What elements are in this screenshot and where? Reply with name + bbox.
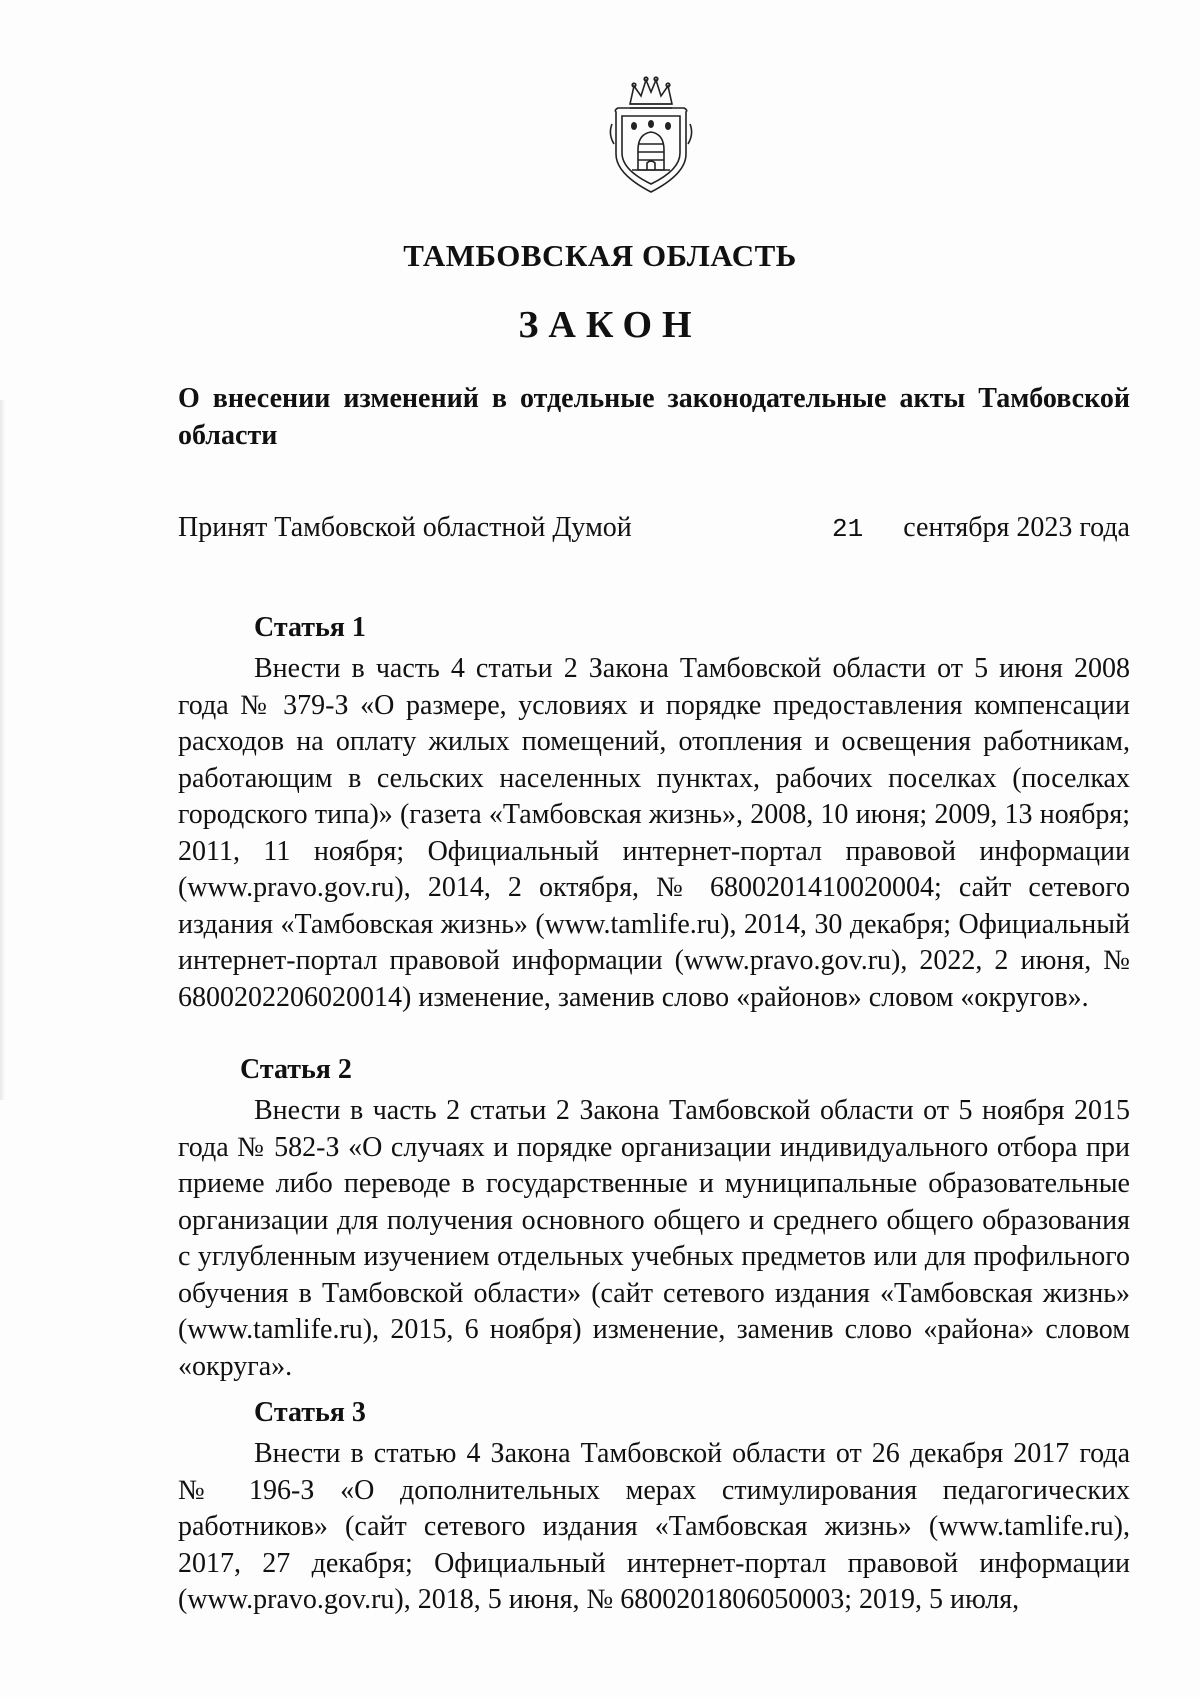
- article-2-heading: Статья 2: [240, 1054, 352, 1085]
- adopted-by-text: Принят Тамбовской областной Думой: [178, 512, 632, 543]
- adoption-line: [178, 512, 1130, 546]
- scan-edge-shadow: [0, 400, 6, 1100]
- article-1-body: Внести в часть 4 статьи 2 Закона Тамбовской области от 5 июня 2008 года № 379-З «О размере, условиях и порядке предоставления компенсации расходов на оплату жилых помещений, отопления и освещения работникам, работающим в сельских населенных пунктах, рабочих поселках (поселках городского типа)» (газета «Тамбовская жизнь», 2008, 10 июня; 2009, 13 ноября; 2011, 11 ноября; Официальный интернет-портал правовой информации (www.pravo.gov.ru), 2014, 2 октября, № 6800201410020004; сайт сетевого издания «Тамбовская жизнь» (www.tamlife.ru), 2014, 30 декабря; Официальный интернет-портал правовой информации (www.pravo.gov.ru), 2022, 2 июня, № 6800202206020014) изменение, заменив слово «районов» словом «округов».: [178, 653, 1130, 1013]
- article-3-heading: Статья 3: [254, 1397, 366, 1428]
- adoption-month-year: сентября 2023 года: [903, 512, 1130, 543]
- document-type: ЗАКОН: [518, 304, 702, 346]
- coat-of-arms-icon: [608, 74, 694, 198]
- adoption-day: 21: [832, 514, 864, 544]
- article-1-heading: Статья 1: [254, 612, 366, 643]
- article-3-body: Внести в статью 4 Закона Тамбовской области от 26 декабря 2017 года № 196-З «О дополнительных мерах стимулирования педагогических работников» (сайт сетевого издания «Тамбовская жизнь» (www.tamlife.ru), 2017, 27 декабря; Официальный интернет-портал правовой информации (www.pravo.gov.ru), 2018, 5 июня, № 6800201806050003; 2019, 5 июля,: [178, 1438, 1130, 1615]
- article-2-body: Внести в часть 2 статьи 2 Закона Тамбовской области от 5 ноября 2015 года № 582-З «О случаях и порядке организации индивидуального отбора при приеме либо переводе в государственные и муниципальные образовательные организации для получения основного общего и среднего общего образования с углубленным изучением отдельных учебных предметов или для профильного обучения в Тамбовской области» (сайт сетевого издания «Тамбовская жизнь» (www.tamlife.ru), 2015, 6 ноября) изменение, заменив слово «района» словом «округа».: [178, 1095, 1130, 1382]
- region-name: ТАМБОВСКАЯ ОБЛАСТЬ: [403, 238, 797, 273]
- document-title: О внесении изменений в отдельные законодательные акты Тамбовской области: [178, 383, 1130, 451]
